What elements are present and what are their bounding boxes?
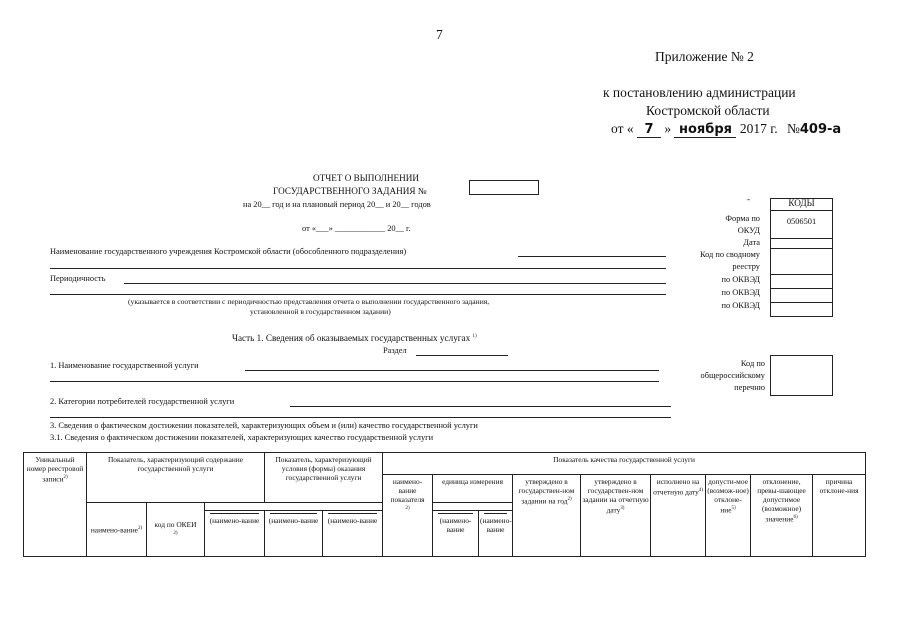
list-code-box[interactable]	[770, 355, 833, 396]
condition-name-1-text: (наимено-вание	[439, 516, 472, 534]
header-registry-sup: 2)	[63, 475, 68, 480]
header-condition-indicator: Показатель, характеризующий условия (формы) оказания государственной услуги	[265, 453, 383, 503]
item1-label: 1. Наименование государственной услуги	[50, 361, 199, 370]
registry-label-2: реестру	[732, 262, 760, 271]
header-approved-year-text: утверждено в государствен-ном задании на год	[518, 477, 575, 506]
okved-label-1: по ОКВЭД	[721, 275, 760, 284]
report-title-2: ГОСУДАРСТВЕННОГО ЗАДАНИЯ №	[273, 186, 427, 196]
item31-label: 3.1. Сведения о фактическом достижении показателей, характеризующих качество государственной услуги	[50, 433, 434, 442]
report-number-box[interactable]	[469, 180, 539, 195]
section-label: Раздел	[383, 346, 407, 355]
header-indicator-name	[383, 475, 433, 557]
periodicity-note-1: (указывается в соответствии с периодичностью представления отчета о выполнении государственного задания,	[128, 297, 490, 306]
condition-name-1[interactable]	[433, 511, 479, 557]
item1-field-2[interactable]	[50, 381, 659, 382]
page-number: 7	[436, 27, 443, 42]
periodicity-field-2[interactable]	[50, 294, 666, 295]
header-registry-text: Уникальный номер реестровой записи	[26, 455, 84, 484]
codes-dash: -	[747, 194, 751, 204]
header-indicator-name-sup: 2)	[405, 506, 410, 511]
condition-name-2[interactable]	[479, 511, 513, 557]
content-name-1[interactable]	[205, 511, 265, 557]
header-executed-sup: 4)	[698, 488, 703, 493]
header-unit-name-text: наимено-вание	[90, 525, 138, 535]
date-prefix: от «	[611, 121, 634, 136]
okved3-cell[interactable]	[770, 302, 833, 317]
okud-value: 0506501	[786, 217, 817, 226]
okved-label-3: по ОКВЭД	[721, 301, 760, 310]
item2-field[interactable]	[290, 406, 671, 407]
header-unit-okei	[147, 503, 205, 557]
okved1-cell[interactable]	[770, 274, 833, 289]
okved-label-2: по ОКВЭД	[721, 288, 760, 297]
periodicity-field[interactable]	[124, 283, 666, 284]
institution-label: Наименование государственного учреждения Костромской области (обособленного подразделения)	[50, 247, 407, 256]
item2-label: 2. Категории потребителей государственной услуги	[50, 397, 235, 406]
header-indicator-name-text: наимено-вание показателя	[390, 477, 425, 504]
codes-header: КОДЫ	[788, 198, 815, 208]
institution-field[interactable]	[518, 256, 666, 257]
part1-text: Часть 1. Сведения об оказываемых государственных услугах	[232, 333, 471, 343]
header-reason: причина отклоне-ния	[813, 475, 866, 557]
header-unit-okei-sup: 2)	[173, 530, 178, 536]
header-unit: единица измерения	[433, 475, 513, 503]
date-month: ноября	[674, 122, 736, 138]
form-okud-label-2: ОКУД	[737, 226, 760, 235]
date-mid: »	[664, 121, 672, 136]
form-okud-label-1: Форма по	[725, 214, 760, 223]
report-period: на 20__ год и на плановый период 20__ и 20__ годов	[243, 200, 431, 209]
resolution-date	[611, 121, 841, 138]
part1-sup: 1)	[472, 333, 477, 339]
resolution-line: к постановлению администрации	[603, 85, 796, 100]
okved2-cell[interactable]	[770, 288, 833, 303]
report-title-1: ОТЧЕТ О ВЫПОЛНЕНИИ	[313, 173, 420, 183]
periodicity-note-2: установленной в государственном задании)	[250, 307, 391, 316]
header-approved-date	[581, 475, 651, 557]
item2-field-2[interactable]	[50, 417, 671, 418]
header-approved-year	[513, 475, 581, 557]
region-line: Костромской области	[646, 103, 770, 118]
content-name-2-text: (наимено-вание	[268, 516, 319, 525]
quality-table	[23, 452, 866, 557]
report-date-line: от «___» ____________ 20__ г.	[302, 224, 411, 233]
header-deviation-exceed-sup: 6)	[793, 515, 798, 520]
list-code-label-1: Код по	[740, 359, 765, 368]
header-deviation-allowed	[706, 475, 751, 557]
header-deviation-exceed-text: отклонение, превы-шающее допустимое (возможное) значение	[757, 477, 806, 524]
content-name-3-text: (наимено-вание	[327, 516, 378, 525]
resolution-number: 409-а	[799, 122, 842, 137]
header-unit-name-sup: 2)	[137, 526, 143, 532]
header-executed	[651, 475, 706, 557]
institution-field-2[interactable]	[50, 268, 666, 269]
periodicity-label: Периодичность	[50, 274, 106, 283]
item3-label: 3. Сведения о фактическом достижении показателей, характеризующих объем и (или) качество государственной услуги	[50, 421, 478, 430]
content-name-3[interactable]	[323, 511, 383, 557]
header-executed-text: исполнено на отчетную дату	[653, 477, 700, 497]
registry-label-1: Код по сводному	[699, 250, 760, 259]
header-approved-date-text: утверждено в государствен-ном задании на отчетную дату	[582, 477, 649, 515]
date-label: Дата	[743, 238, 760, 247]
appendix-title: Приложение № 2	[655, 49, 754, 64]
item1-field[interactable]	[245, 370, 659, 371]
header-unit-name	[87, 503, 147, 557]
list-code-label-2: общероссийскому	[700, 371, 765, 380]
content-name-1-text: (наимено-вание	[209, 516, 260, 525]
section-field[interactable]	[416, 355, 508, 356]
part1-title	[232, 333, 477, 343]
date-year: 2017 г.	[739, 121, 778, 136]
header-deviation-allowed-sup: 5)	[731, 506, 736, 511]
header-unit-okei-text: код по ОКЕИ	[154, 519, 197, 529]
content-name-2[interactable]	[265, 511, 323, 557]
date-day: 7	[637, 122, 661, 138]
header-deviation-exceed	[751, 475, 813, 557]
header-content-indicator: Показатель, характеризующий содержание государственной услуги	[87, 453, 265, 503]
registry-cell[interactable]	[770, 248, 833, 275]
number-prefix: №	[787, 121, 800, 136]
list-code-label-3: перечню	[734, 383, 765, 392]
header-registry	[24, 453, 87, 557]
header-approved-year-sup: 2)	[567, 497, 572, 502]
condition-name-2-text: (наимено-вание	[480, 516, 512, 534]
header-approved-date-sup: 3)	[620, 506, 625, 511]
header-quality-indicator: Показатель качества государственной услуги	[383, 453, 866, 475]
header-deviation-allowed-text: допусти-мое (возмож-ное) отклоне-ние	[707, 477, 749, 515]
